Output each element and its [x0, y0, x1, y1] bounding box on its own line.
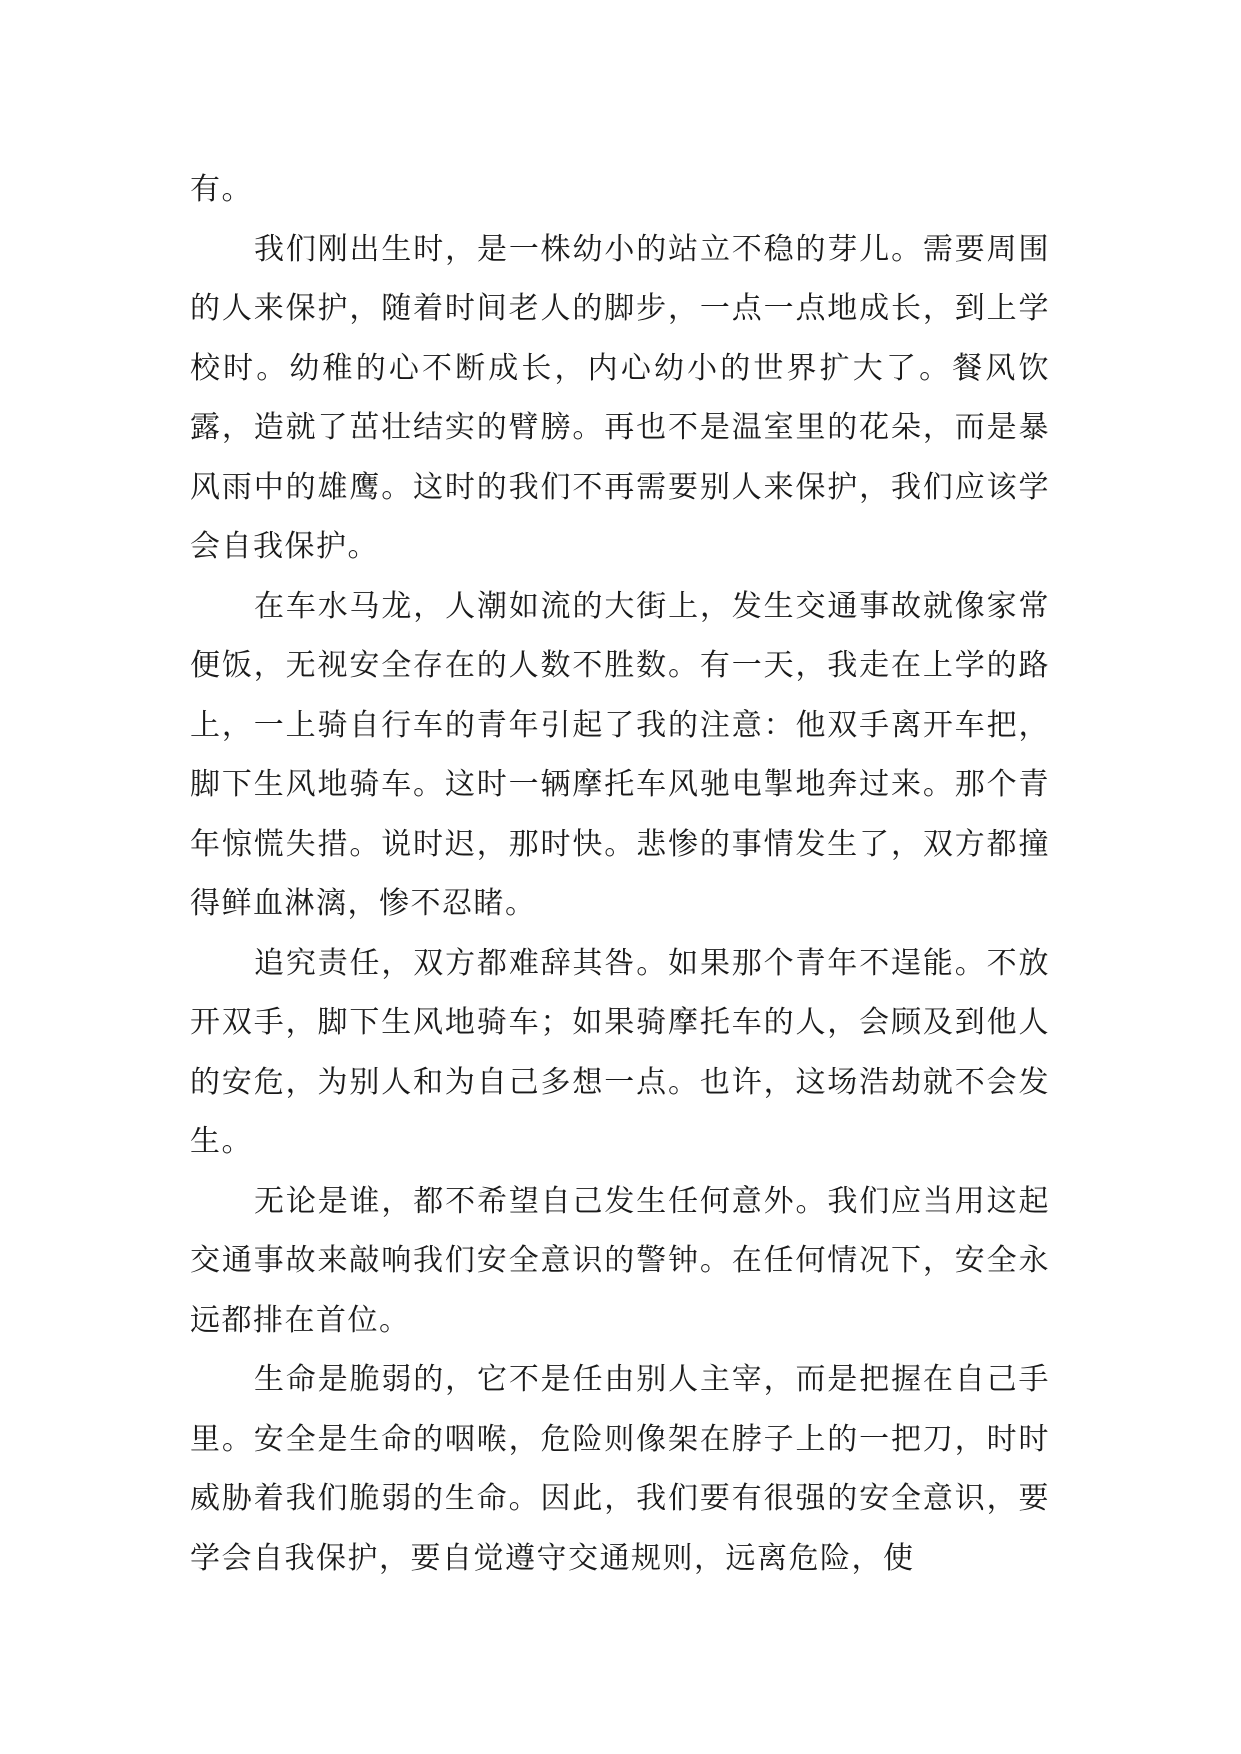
paragraph-4: 追究责任，双方都难辞其咎。如果那个青年不逞能。不放开双手，脚下生风地骑车；如果骑摩托车的人，会顾及到他人的安危，为别人和为自己多想一点。也许，这场浩劫就不会发生。 [190, 945, 1050, 1159]
paragraph-6: 生命是脆弱的，它不是任由别人主宰，而是把握在自己手里。安全是生命的咽喉，危险则像架在脖子上的一把刀，时时威胁着我们脆弱的生命。因此，我们要有很强的安全意识，要学会自我保护，要自觉遵守交通规则，远离危险，使 [190, 1362, 1050, 1576]
paragraph-5: 无论是谁，都不希望自己发生任何意外。我们应当用这起交通事故来敲响我们安全意识的警钟。在任何情况下，安全永远都排在首位。 [190, 1183, 1050, 1338]
paragraph-2: 我们刚出生时，是一株幼小的站立不稳的芽儿。需要周围的人来保护，随着时间老人的脚步，一点一点地成长，到上学校时。幼稚的心不断成长，内心幼小的世界扩大了。餐风饮露，造就了茁壮结实的臂膀。再也不是温室里的花朵，而是暴风雨中的雄鹰。这时的我们不再需要别人来保护，我们应该学会自我保护。 [190, 231, 1050, 564]
paragraph-1: 有。 [190, 172, 253, 207]
document-body [190, 160, 1050, 1588]
paragraph-3: 在车水马龙，人潮如流的大街上，发生交通事故就像家常便饭，无视安全存在的人数不胜数。有一天，我走在上学的路上，一上骑自行车的青年引起了我的注意：他双手离开车把，脚下生风地骑车。这时一辆摩托车风驰电掣地奔过来。那个青年惊慌失措。说时迟，那时快。悲惨的事情发生了，双方都撞得鲜血淋漓，惨不忍睹。 [190, 588, 1050, 921]
